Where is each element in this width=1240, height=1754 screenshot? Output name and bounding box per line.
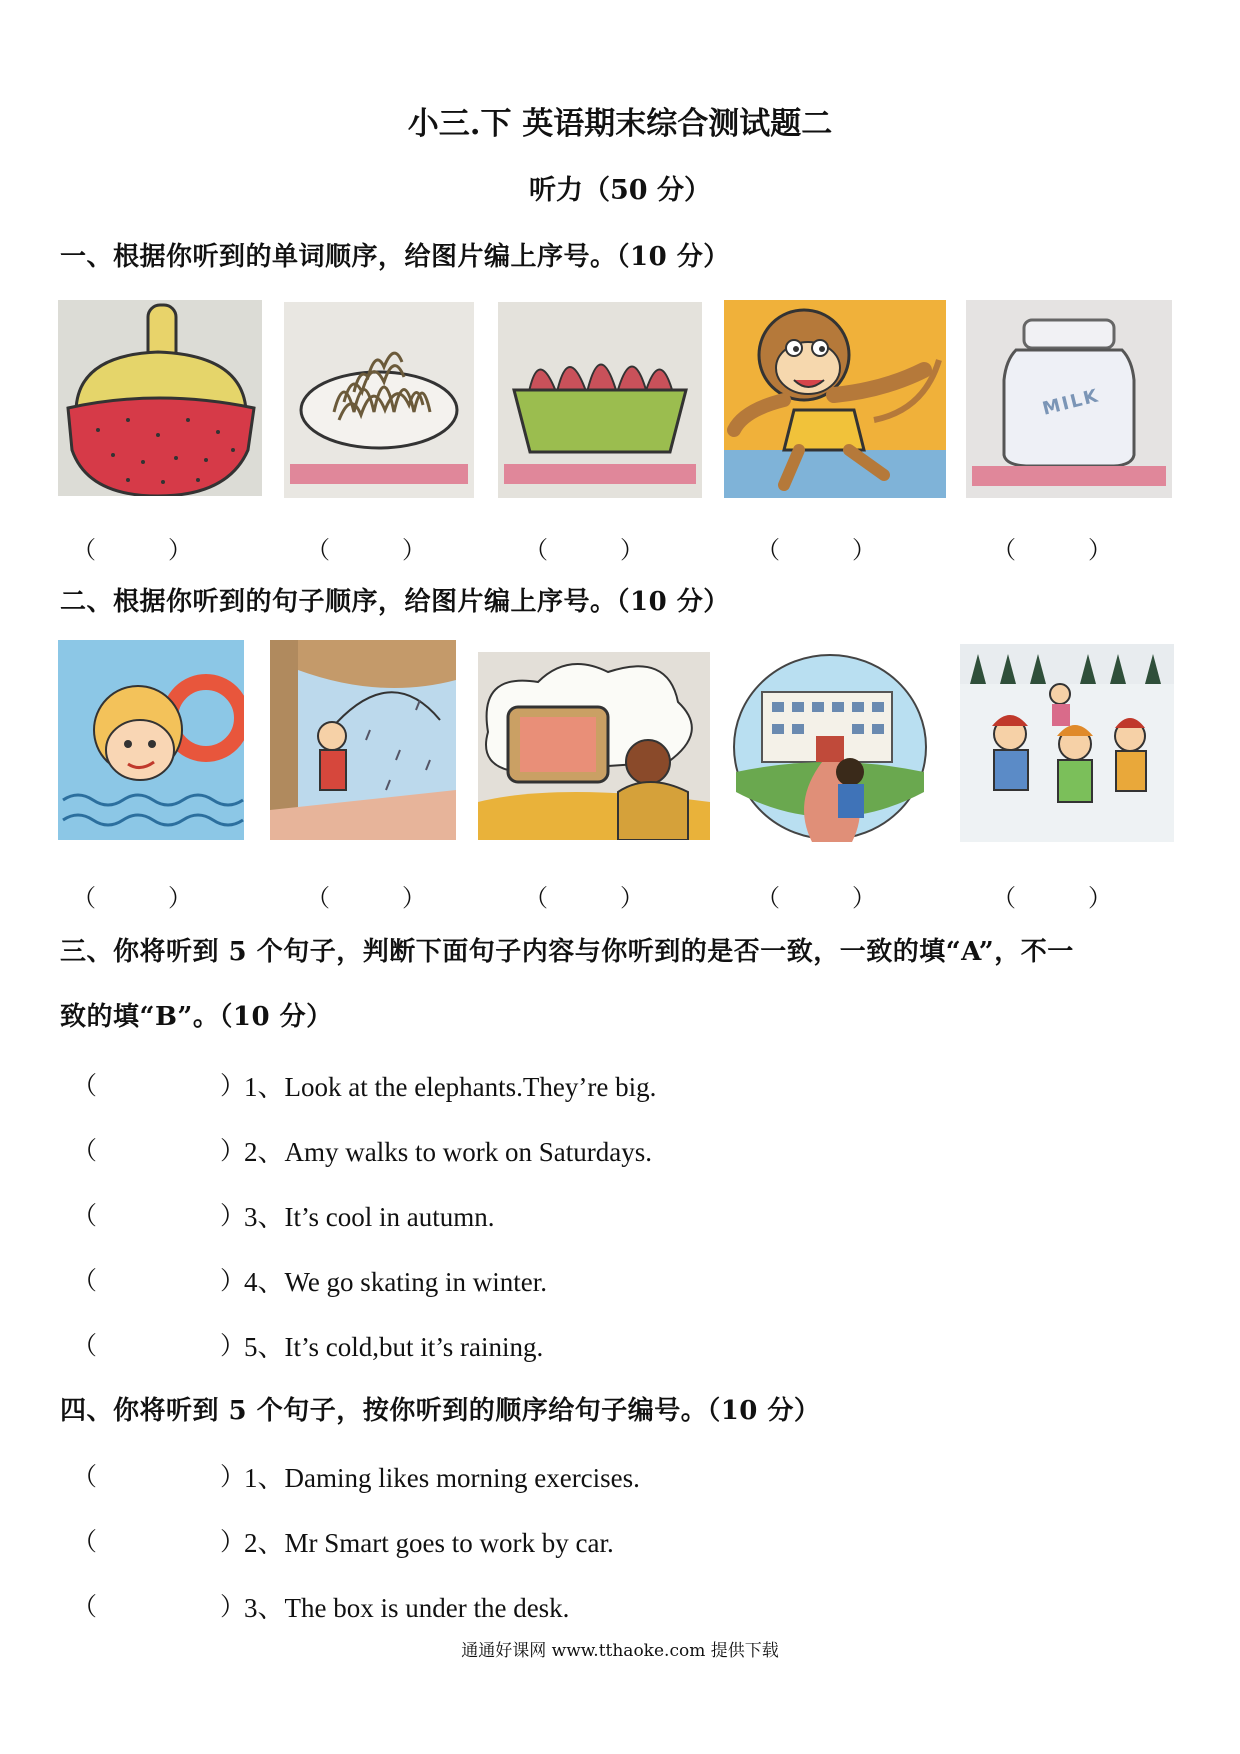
section2-heading: 二、根据你听到的句子顺序，给图片编上序号。（10 分）: [60, 587, 730, 617]
picture-swimming: [58, 640, 244, 840]
answer-blank-open[interactable]: （: [72, 1527, 98, 1556]
answer-blank-open[interactable]: （: [72, 1201, 98, 1230]
s3-question-text: 4、We go skating in winter.: [244, 1267, 548, 1297]
answer-blank-s2-3[interactable]: （ ）: [524, 884, 644, 912]
answer-blank-s2-1[interactable]: （ ）: [72, 884, 192, 912]
picture-apple: [58, 300, 262, 496]
section-subtitle: 听力（50 分）: [529, 175, 711, 206]
s3-question-text: 5、It’s cold,but it’s raining.: [244, 1332, 544, 1362]
answer-blank-s1-1[interactable]: （ ）: [72, 536, 192, 564]
s3-question-text: 2、Amy walks to work on Saturdays.: [244, 1137, 652, 1167]
answer-blank-s2-2[interactable]: （ ）: [306, 884, 426, 912]
answer-blank-open[interactable]: （: [72, 1331, 98, 1360]
section3-heading-line2: 致的填“B”。（10 分）: [60, 1002, 333, 1032]
section4-heading: 四、你将听到 5 个句子，按你听到的顺序给句子编号。（10 分）: [60, 1396, 821, 1426]
answer-blank-open[interactable]: （: [72, 1592, 98, 1621]
picture-snow-winter: [960, 644, 1174, 842]
s3-question-text: 1、Look at the elephants.They’re big.: [244, 1072, 657, 1102]
answer-blank-s1-2[interactable]: （ ）: [306, 536, 426, 564]
answer-blank-open[interactable]: （: [72, 1462, 98, 1491]
s3-question-text: 3、It’s cool in autumn.: [244, 1202, 495, 1232]
answer-blank-s1-5[interactable]: （ ）: [992, 536, 1112, 564]
page-title: 小三.下 英语期末综合测试题二: [407, 106, 833, 142]
answer-blank-open[interactable]: （: [72, 1071, 98, 1100]
answer-blank-s2-4[interactable]: （ ）: [756, 884, 876, 912]
picture-going-to-school: [732, 652, 928, 842]
milk-label: MILK: [1040, 385, 1102, 420]
answer-blank-s1-3[interactable]: （ ）: [524, 536, 644, 564]
answer-blank-s2-5[interactable]: （ ）: [992, 884, 1112, 912]
section3-heading-line1: 三、你将听到 5 个句子，判断下面句子内容与你听到的是否一致，一致的填“A”，不一: [60, 937, 1074, 967]
section1-heading: 一、根据你听到的单词顺序，给图片编上序号。（10 分）: [60, 242, 730, 272]
picture-monkey: [724, 300, 946, 498]
picture-milk-jar: [966, 300, 1172, 498]
s4-question-text: 3、The box is under the desk.: [244, 1593, 570, 1623]
picture-vegetables-bowl: [498, 302, 702, 498]
answer-blank-open[interactable]: （: [72, 1266, 98, 1295]
s4-question-text: 2、Mr Smart goes to work by car.: [244, 1528, 614, 1558]
picture-fishing-rain: [270, 640, 456, 840]
picture-noodles: [284, 302, 474, 498]
answer-blank-open[interactable]: （: [72, 1136, 98, 1165]
page-footer: 通通好课网 www.tthaoke.com 提供下载: [461, 1641, 779, 1661]
picture-watching-tv: [478, 652, 710, 840]
answer-blank-s1-4[interactable]: （ ）: [756, 536, 876, 564]
s4-question-text: 1、Daming likes morning exercises.: [244, 1463, 640, 1493]
